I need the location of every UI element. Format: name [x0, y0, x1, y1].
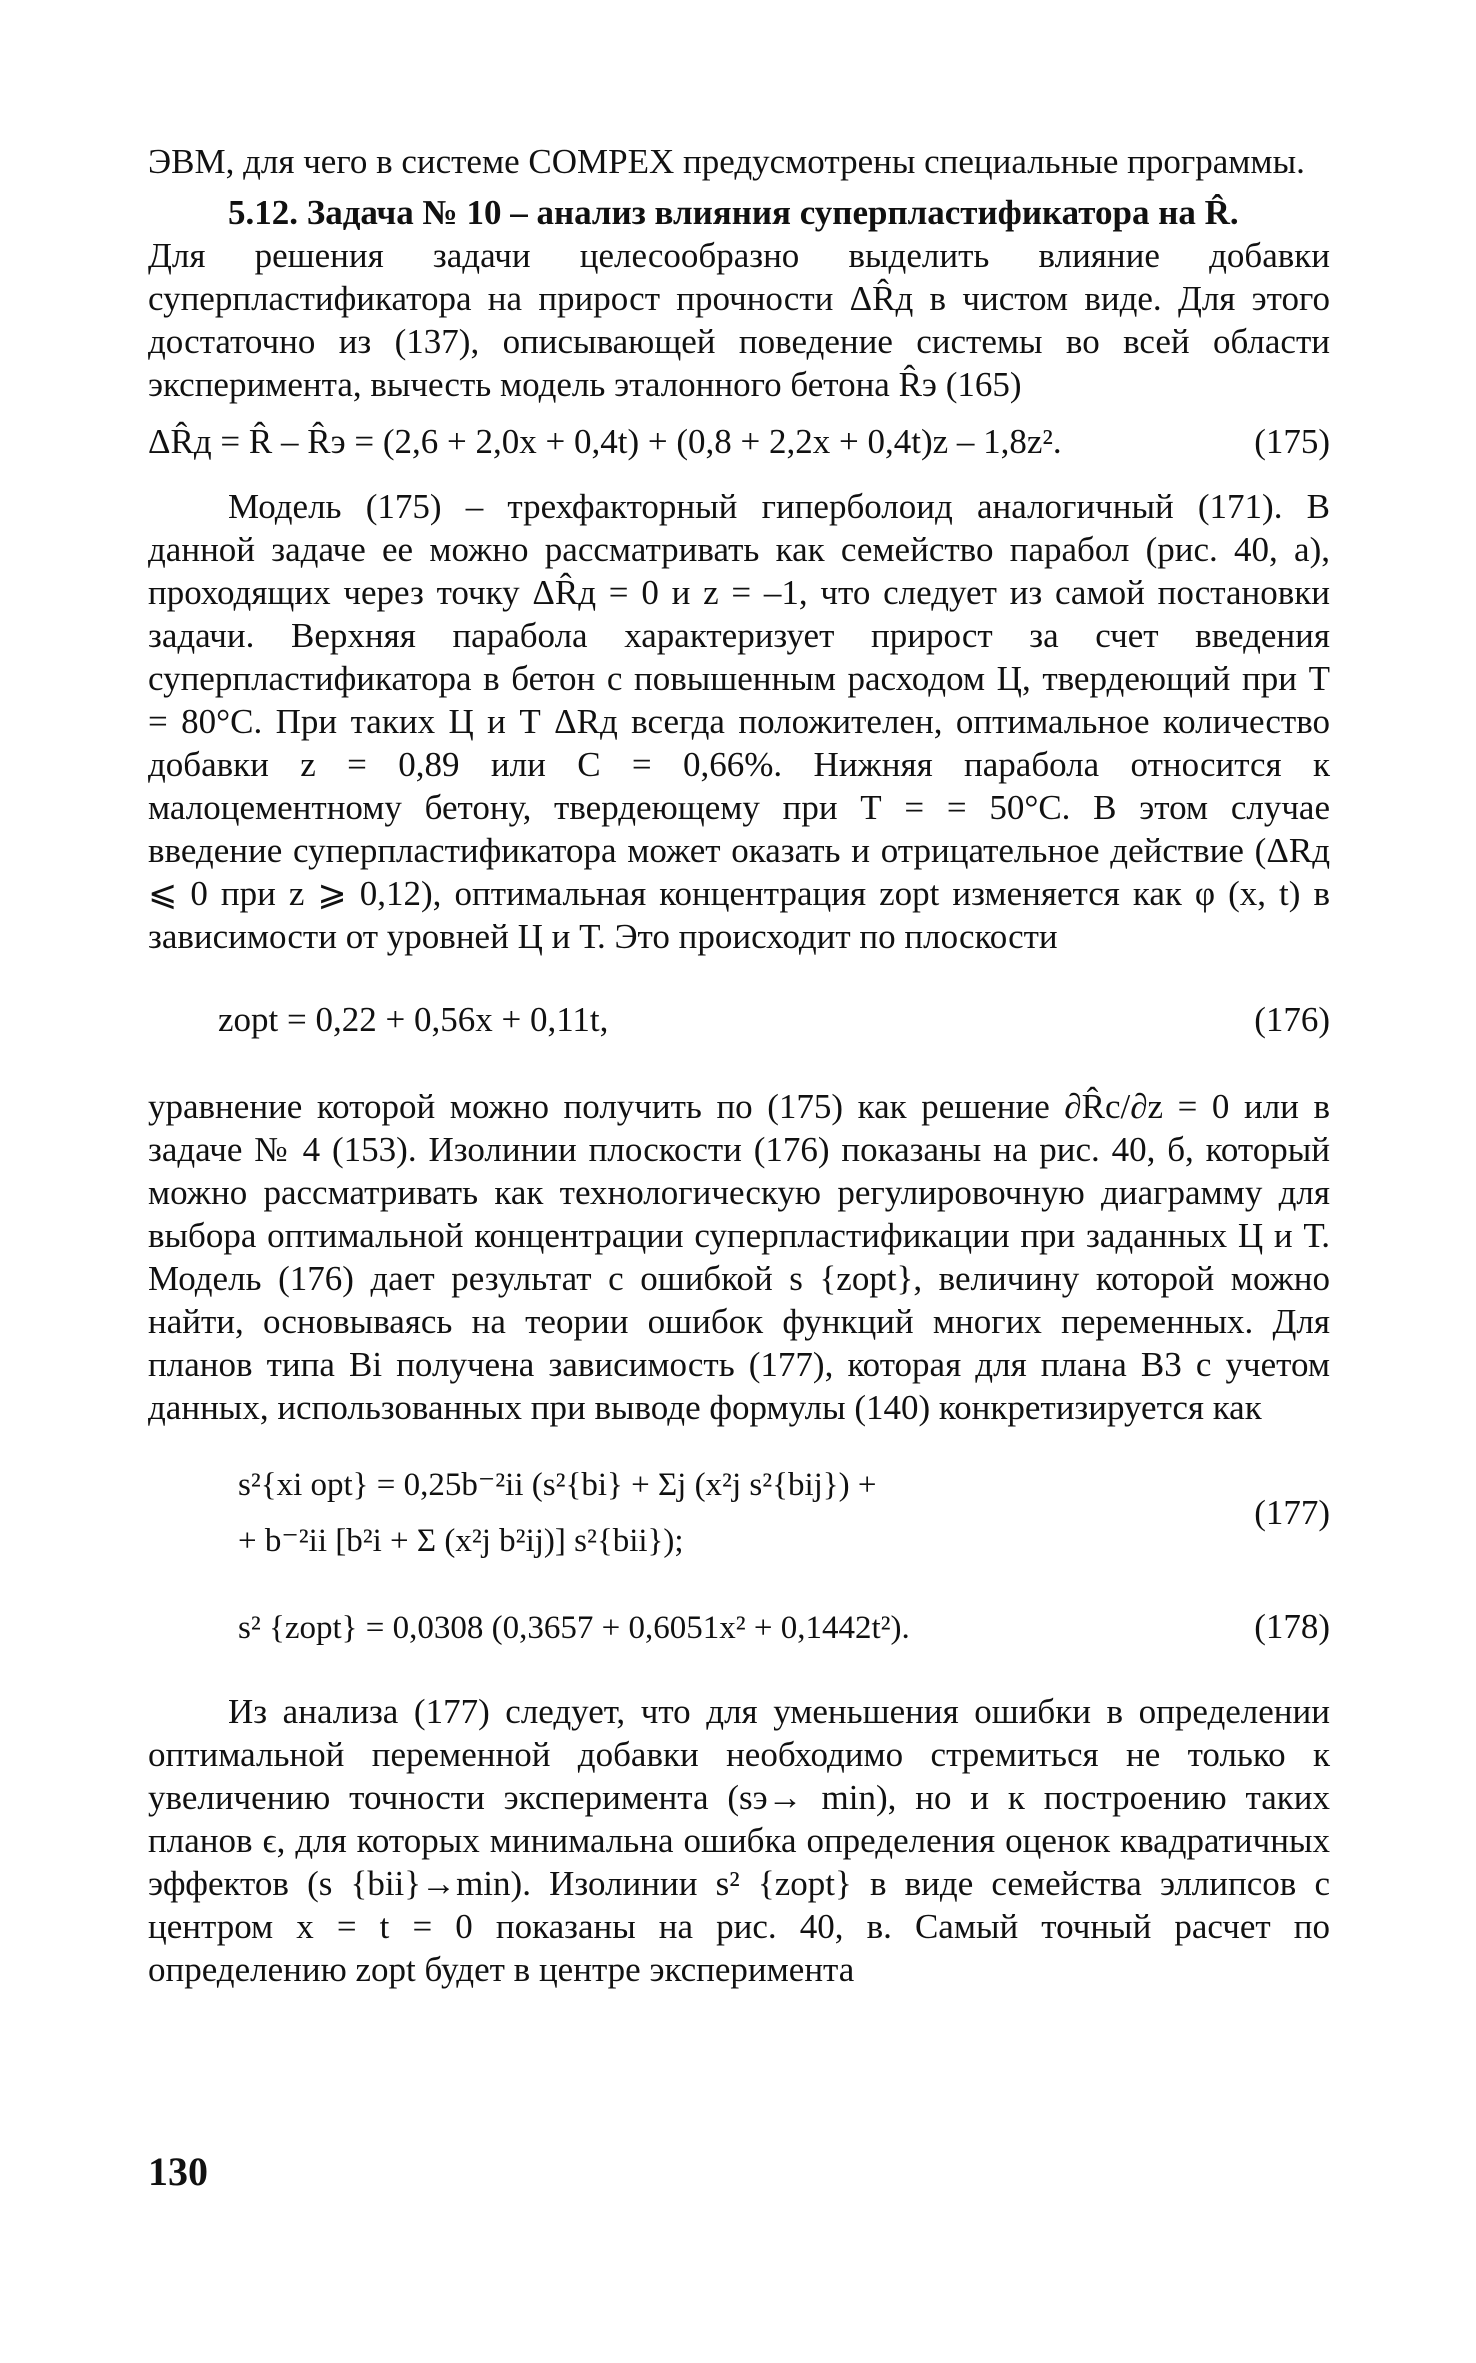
equation-175	[148, 420, 1330, 463]
section-heading: 5.12. Задача № 10 – анализ влияния суперпластификатора на R̂.	[228, 193, 1239, 232]
paragraph-model-analysis: Модель (175) – трехфакторный гиперболоид аналогичный (171). В данной задаче ее можно рассматривать как семейство парабол (рис. 40, а), проходящих через точку ΔR̂д = 0 и z = –1, что следует из самой постановки задачи. Верхняя парабола характеризует прирост за счет введения суперпластификатора в бетон с повышенным расходом Ц, твердеющий при Т = 80°С. При таких Ц и Т ΔRд всегда положителен, оптимальное количество добавки z = 0,89 или С = 0,66%. Нижняя парабола относится к малоцементному бетону, твердеющему при Т = = 50°С. В этом случае введение суперпластификатора может оказать и отрицательное действие (ΔRд ⩽ 0 при z ⩾ 0,12), оптимальная концентрация zopt изменяется как φ (x, t) в зависимости от уровней Ц и Т. Это происходит по плоскости	[148, 487, 1330, 956]
page-content	[148, 140, 1330, 1991]
equation-177-line-1: s²{xi opt} = 0,25b⁻²ii (s²{bi} + Σj (x²j s²{bij}) +	[238, 1467, 877, 1503]
paragraph-error-analysis: Из анализа (177) следует, что для уменьшения ошибки в определении оптимальной переменной добавки необходимо стремиться не только к увеличению точности эксперимента (sэ→ min), но и к построению таких планов ϵ, для которых минимальна ошибка определения оценок квадратичных эффектов (s {bii}→min). Изолинии s² {zopt} в виде семейства эллипсов с центром x = t = 0 показаны на рис. 40, в. Самый точный расчет по определению zopt будет в центре эксперимента	[148, 1692, 1330, 1989]
equation-177-lines	[238, 1457, 876, 1569]
equation-177	[148, 1457, 1330, 1569]
equation-178-body: s² {zopt} = 0,0308 (0,3657 + 0,6051x² + 0,1442t²).	[238, 1610, 910, 1646]
paragraph-plane-isolines: уравнение которой можно получить по (175) как решение ∂R̂c/∂z = 0 или в задаче № 4 (153). Изолинии плоскости (176) показаны на рис. 40, б, который можно рассматривать как технологическую регулировочную диаграмму для выбора оптимальной концентрации суперпластификации при заданных Ц и Т. Модель (176) дает результат с ошибкой s {zopt}, величину которой можно найти, основываясь на теории ошибок функций многих переменных. Для планов типа Bi получена зависимость (177), которая для плана B3 с учетом данных, использованных при выводе формулы (140) конкретизируется как	[148, 1087, 1330, 1427]
equation-177-line-2: + b⁻²ii [b²i + Σ (x²j b²ij)] s²{bii});	[238, 1523, 684, 1559]
equation-176-number: (176)	[1254, 1000, 1330, 1039]
page-number: 130	[148, 2149, 208, 2194]
equation-176-body: zopt = 0,22 + 0,56x + 0,11t,	[218, 1000, 609, 1039]
equation-178	[148, 1605, 1330, 1650]
equation-175-body: ΔR̂д = R̂ – R̂э = (2,6 + 2,0x + 0,4t) + (0,8 + 2,2x + 0,4t)z – 1,8z².	[148, 422, 1062, 461]
paragraph-intro: ЭВМ, для чего в системе COMPEX предусмотрены специальные программы.	[148, 142, 1305, 181]
paragraph-task-description: Для решения задачи целесообразно выделить влияние добавки суперпластификатора на прирост прочности ΔR̂д в чистом виде. Для этого достаточно из (137), описывающей поведение системы во всей области эксперимента, вычесть модель эталонного бетона R̂э (165)	[148, 236, 1330, 404]
equation-175-number: (175)	[1254, 422, 1330, 461]
equation-176	[148, 998, 1330, 1041]
equation-177-number: (177)	[1254, 1493, 1330, 1532]
equation-178-number: (178)	[1254, 1607, 1330, 1646]
